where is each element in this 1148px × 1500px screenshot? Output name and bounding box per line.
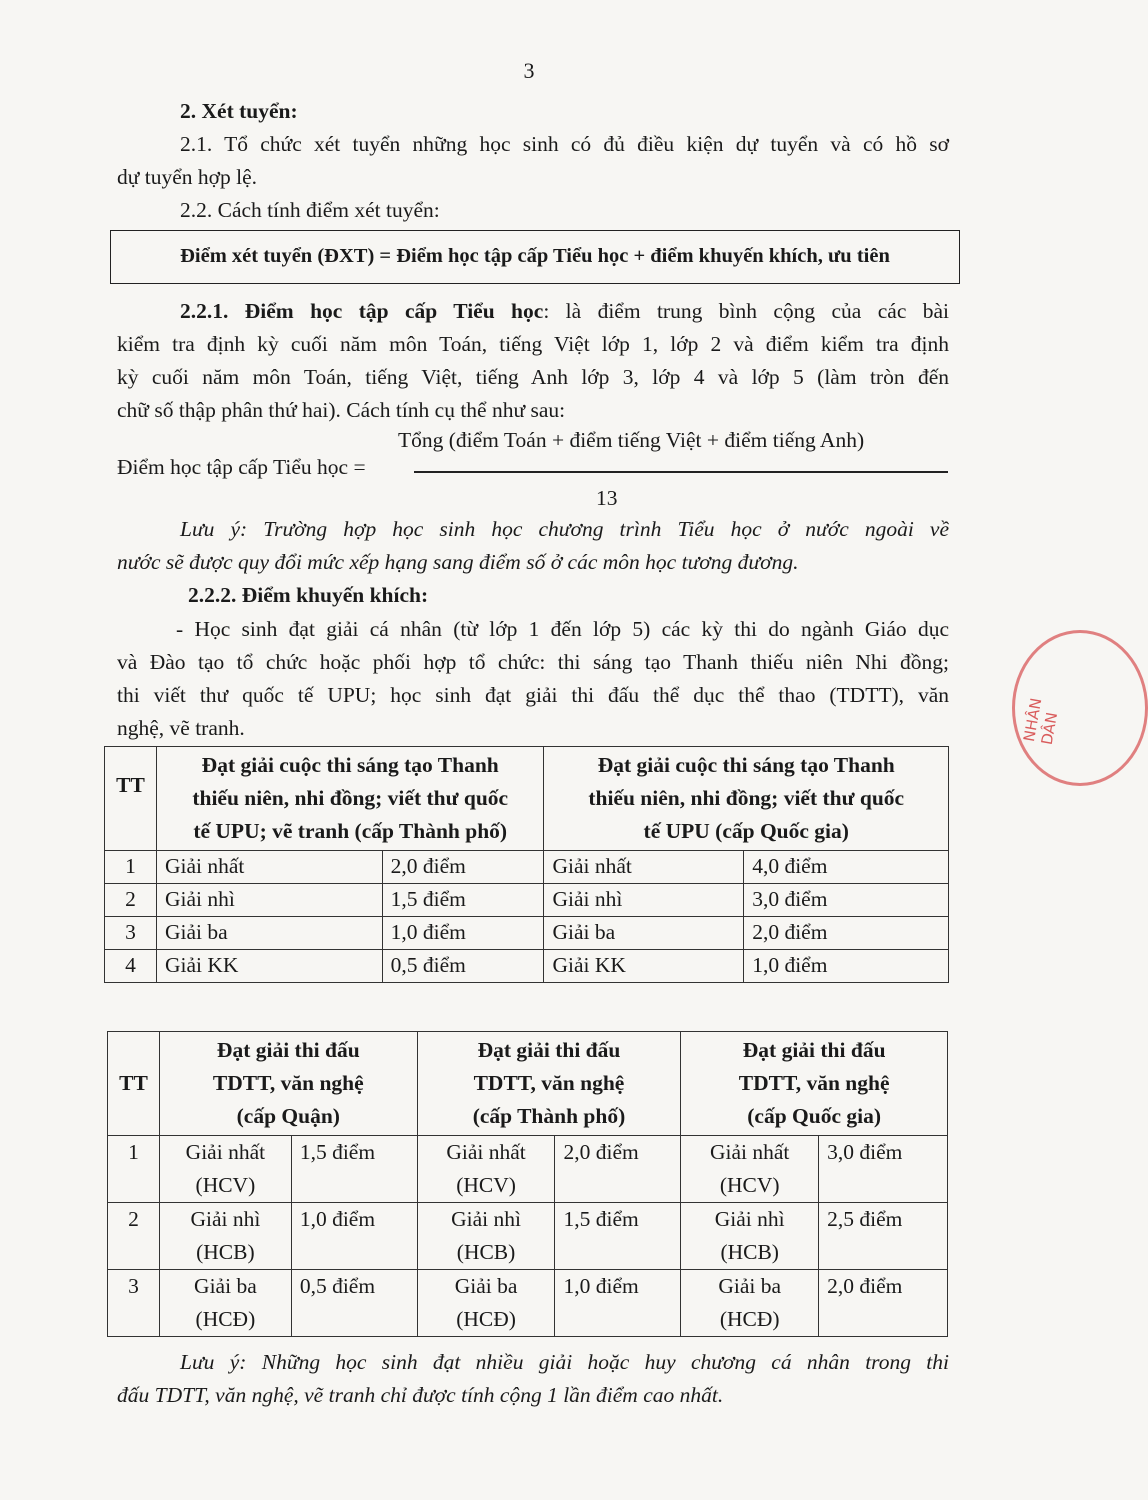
medal-label: (HCĐ)	[719, 1307, 780, 1331]
medal-label: (HCV)	[719, 1173, 780, 1197]
header-nation-line-2: thiếu niên, nhi đồng; viết thư quốc	[588, 786, 905, 810]
medal-label: (HCĐ)	[456, 1307, 516, 1331]
header-nation-line-2: TDTT, văn nghệ	[738, 1071, 890, 1095]
paragraph-2-2-1-rest: : là điểm trung bình cộng của các bài	[543, 299, 950, 323]
header-city-line-3: tế UPU; vẽ tranh (cấp Thành phố)	[193, 819, 508, 843]
cell-score-district: 1,5 điểm	[291, 1136, 417, 1203]
fraction-bar	[414, 471, 948, 473]
fraction-denominator: 13	[596, 486, 618, 510]
header-city-line-1: Đạt giải cuộc thi sáng tạo Thanh	[201, 753, 499, 777]
fraction-numerator: Tổng (điểm Toán + điểm tiếng Việt + điểm tiếng Anh)	[398, 428, 865, 452]
cell-prize-nation	[681, 1136, 819, 1203]
header-city-line-3: (cấp Thành phố)	[472, 1104, 626, 1128]
prize-label: Giải ba	[194, 1274, 257, 1298]
note-2-line-2: đấu TDTT, văn nghệ, vẽ tranh chỉ được tính cộng 1 lần điểm cao nhất.	[117, 1383, 724, 1407]
cell-score-city: 1,0 điểm	[555, 1270, 681, 1337]
paragraph-2-2-1-line-2: kiểm tra định kỳ cuối năm môn Toán, tiếng Việt lớp 1, lớp 2 và điểm kiểm tra định	[117, 332, 949, 356]
cell-prize-city: Giải KK	[156, 950, 382, 983]
header-city	[417, 1032, 681, 1136]
header-nation-line-3: (cấp Quốc gia)	[747, 1104, 882, 1128]
prize-label: Giải nhất	[710, 1140, 790, 1164]
cell-score-nation: 2,0 điểm	[819, 1270, 948, 1337]
cell-score-district: 0,5 điểm	[291, 1270, 417, 1337]
stamp-text: NHÂN DÂN	[1020, 696, 1062, 747]
header-tt: TT	[108, 1032, 160, 1136]
table-row	[105, 851, 949, 884]
cell-prize-city	[417, 1203, 555, 1270]
cell-score-nation: 4,0 điểm	[744, 851, 949, 884]
header-city-line-2: thiếu niên, nhi đồng; viết thư quốc	[192, 786, 509, 810]
cell-score-nation: 1,0 điểm	[744, 950, 949, 983]
paragraph-2-1-line-1: 2.1. Tổ chức xét tuyển những học sinh có đủ điều kiện dự tuyển và có hồ sơ	[180, 132, 949, 156]
page-number: 3	[523, 58, 535, 83]
header-district-line-3: (cấp Quận)	[236, 1104, 340, 1128]
header-district-line-2: TDTT, văn nghệ	[212, 1071, 364, 1095]
table-sports-arts-awards	[107, 1031, 948, 1337]
prize-label: Giải nhì	[714, 1207, 785, 1231]
table-header-row	[105, 747, 949, 851]
cell-score-nation: 3,0 điểm	[744, 884, 949, 917]
paragraph-2-2-2-line-4: nghệ, vẽ tranh.	[117, 716, 245, 740]
medal-label: (HCĐ)	[195, 1307, 256, 1331]
header-nation-line-3: tế UPU (cấp Quốc gia)	[643, 819, 849, 843]
medal-label: (HCB)	[456, 1240, 516, 1264]
table-header-row	[108, 1032, 948, 1136]
table-contest-awards	[104, 746, 949, 983]
cell-prize-nation: Giải nhất	[544, 851, 744, 884]
cell-score-nation: 2,0 điểm	[744, 917, 949, 950]
table-row	[108, 1270, 948, 1337]
medal-label: (HCV)	[195, 1173, 256, 1197]
header-tt: TT	[105, 747, 157, 851]
cell-tt: 3	[105, 917, 157, 950]
cell-prize-city: Giải ba	[156, 917, 382, 950]
section-title: 2. Xét tuyển:	[180, 99, 298, 123]
table-row	[105, 917, 949, 950]
cell-score-nation: 2,5 điểm	[819, 1203, 948, 1270]
note-2-line-1: Lưu ý: Những học sinh đạt nhiều giải hoặc huy chương cá nhân trong thi	[180, 1350, 949, 1374]
cell-prize-city: Giải nhì	[156, 884, 382, 917]
paragraph-2-2-2-line-1: - Học sinh đạt giải cá nhân (từ lớp 1 đến lớp 5) các kỳ thi do ngành Giáo dục	[176, 617, 949, 641]
header-district-line-1: Đạt giải thi đấu	[216, 1038, 360, 1062]
header-nation-line-1: Đạt giải cuộc thi sáng tạo Thanh	[597, 753, 895, 777]
header-city-contest	[156, 747, 544, 851]
cell-score-district: 1,0 điểm	[291, 1203, 417, 1270]
cell-score-city: 1,0 điểm	[382, 917, 544, 950]
header-nation	[681, 1032, 948, 1136]
header-city-line-1: Đạt giải thi đấu	[477, 1038, 621, 1062]
cell-score-city: 1,5 điểm	[382, 884, 544, 917]
cell-prize-city	[417, 1270, 555, 1337]
cell-prize-nation: Giải ba	[544, 917, 744, 950]
paragraph-2-2-2-line-2: và Đào tạo tổ chức hoặc phối hợp tổ chức: thi sáng tạo Thanh thiếu niên Nhi đồng;	[117, 650, 949, 674]
cell-prize-city	[417, 1136, 555, 1203]
cell-prize-district	[159, 1203, 291, 1270]
cell-tt: 1	[108, 1136, 160, 1203]
paragraph-2-1-line-2: dự tuyển hợp lệ.	[117, 165, 258, 189]
table-row	[105, 950, 949, 983]
header-city-line-2: TDTT, văn nghệ	[473, 1071, 625, 1095]
cell-score-nation: 3,0 điểm	[819, 1136, 948, 1203]
cell-prize-nation	[681, 1203, 819, 1270]
cell-prize-nation	[681, 1270, 819, 1337]
paragraph-2-2-2-line-3: thi viết thư quốc tế UPU; học sinh đạt giải thi đấu thể dục thể thao (TDTT), văn	[117, 683, 949, 707]
note-1-line-1: Lưu ý: Trường hợp học sinh học chương trình Tiểu học ở nước ngoài về	[180, 517, 949, 541]
prize-label: Giải nhì	[451, 1207, 521, 1231]
cell-tt: 3	[108, 1270, 160, 1337]
paragraph-2-2-1-line-4: chữ số thập phân thứ hai). Cách tính cụ thể như sau:	[117, 398, 566, 422]
cell-prize-district	[159, 1270, 291, 1337]
cell-prize-city: Giải nhất	[156, 851, 382, 884]
medal-label: (HCV)	[456, 1173, 516, 1197]
header-nation-line-1: Đạt giải thi đấu	[742, 1038, 886, 1062]
table-row	[105, 884, 949, 917]
prize-label: Giải nhất	[446, 1140, 526, 1164]
table-row	[108, 1136, 948, 1203]
cell-prize-nation: Giải KK	[544, 950, 744, 983]
prize-label: Giải ba	[454, 1274, 518, 1298]
cell-tt: 2	[108, 1203, 160, 1270]
cell-tt: 4	[105, 950, 157, 983]
cell-prize-nation: Giải nhì	[544, 884, 744, 917]
medal-label: (HCB)	[196, 1240, 255, 1264]
prize-label: Giải ba	[718, 1274, 782, 1298]
cell-tt: 1	[105, 851, 157, 884]
cell-prize-district	[159, 1136, 291, 1203]
table-row	[108, 1203, 948, 1270]
fraction-lhs: Điểm học tập cấp Tiểu học =	[117, 455, 366, 479]
cell-score-city: 2,0 điểm	[382, 851, 544, 884]
note-1-line-2: nước sẽ được quy đổi mức xếp hạng sang điểm số ở các môn học tương đương.	[117, 550, 799, 574]
paragraph-2-2: 2.2. Cách tính điểm xét tuyển:	[180, 198, 440, 222]
cell-score-city: 2,0 điểm	[555, 1136, 681, 1203]
cell-tt: 2	[105, 884, 157, 917]
header-nation-contest	[544, 747, 949, 851]
formula-box: Điểm xét tuyển (ĐXT) = Điểm học tập cấp Tiểu học + điểm khuyến khích, ưu tiên	[110, 230, 960, 284]
cell-score-city: 1,5 điểm	[555, 1203, 681, 1270]
medal-label: (HCB)	[720, 1240, 779, 1264]
header-district	[159, 1032, 417, 1136]
paragraph-2-2-2-title: 2.2.2. Điểm khuyến khích:	[188, 583, 429, 607]
prize-label: Giải nhất	[185, 1140, 266, 1164]
paragraph-2-2-1-heading: 2.2.1. Điểm học tập cấp Tiểu học	[180, 299, 544, 323]
paragraph-2-2-1-line-3: kỳ cuối năm môn Toán, tiếng Việt, tiếng Anh lớp 3, lớp 4 và lớp 5 (làm tròn đến	[117, 365, 949, 389]
cell-score-city: 0,5 điểm	[382, 950, 544, 983]
paragraph-2-2-1-line-1	[180, 295, 949, 328]
prize-label: Giải nhì	[190, 1207, 261, 1231]
